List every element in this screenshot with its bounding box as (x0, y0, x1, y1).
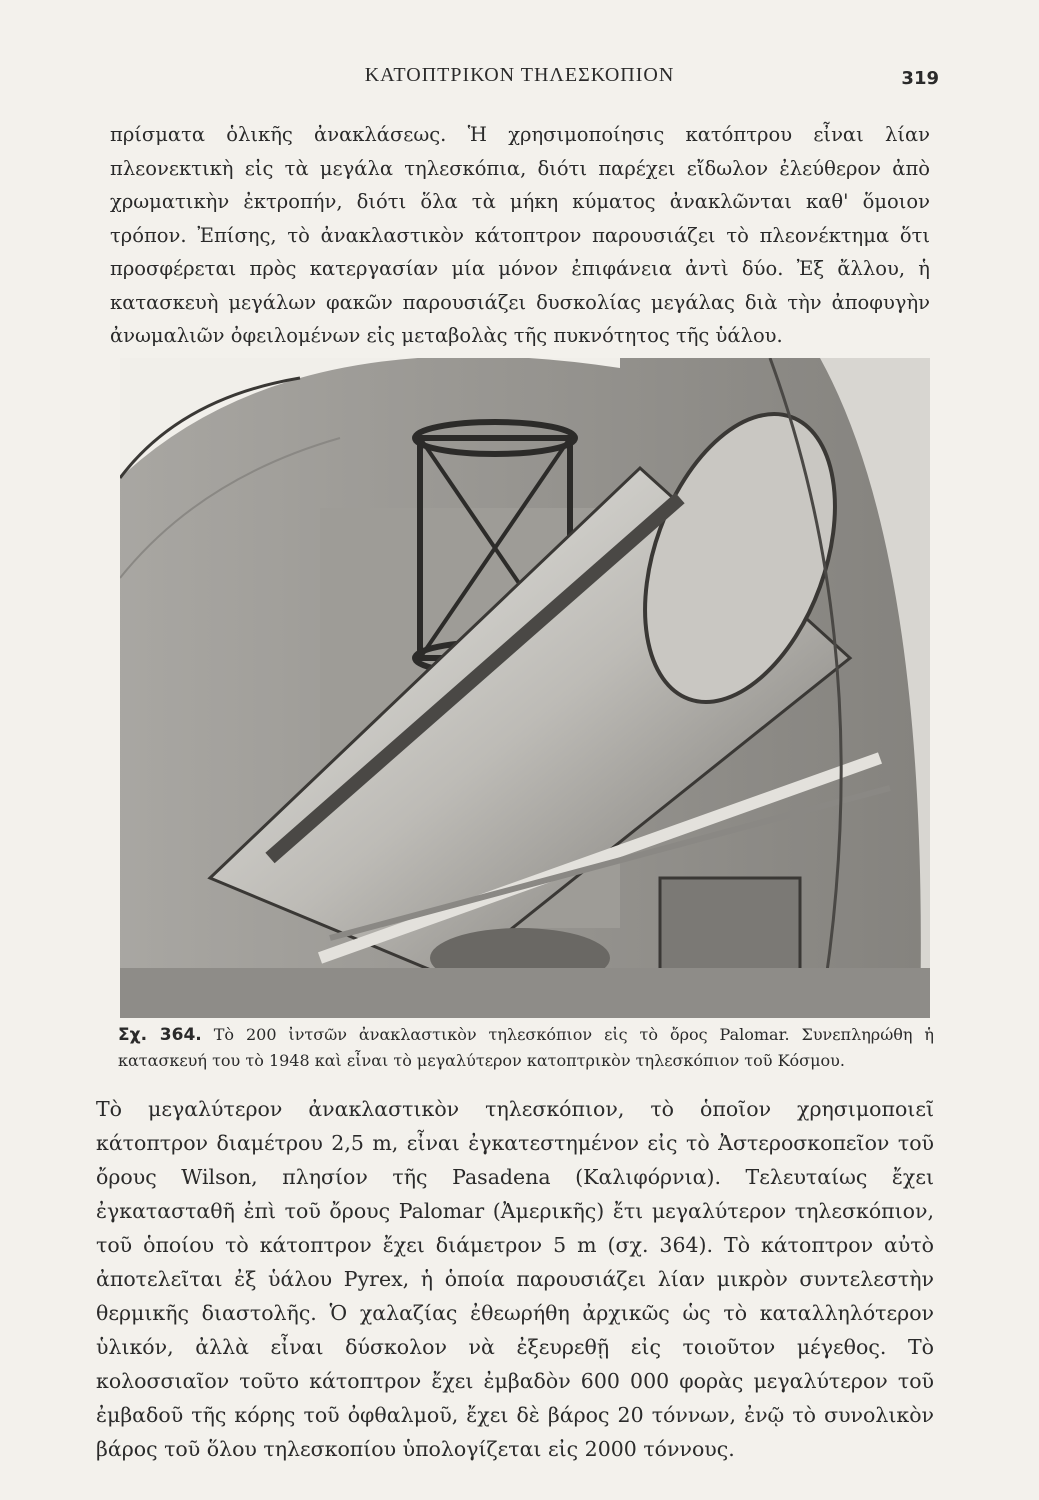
page-number: 319 (901, 68, 939, 89)
figure-caption-text: Τὸ 200 ἰντσῶν ἀνακλαστικὸν τηλεσκόπιον εἰς τὸ ὄρος Palomar. Συνεπληρώθη ἡ κατασκευή του τὸ 1948 καὶ εἶναι τὸ μεγαλύτερον κατοπτρικὸν τηλεσκόπιον τοῦ Κόσμου. (118, 1025, 935, 1070)
running-title: ΚΑΤΟΠΤΡΙΚΟΝ ΤΗΛΕΣΚΟΠΙΟΝ (364, 64, 675, 86)
body-paragraph-bottom: Τὸ μεγαλύτερον ἀνακλαστικὸν τηλεσκόπιον, τὸ ὁποῖον χρησιμοποιεῖ κάτοπτρον διαμέτρου 2,5 m, εἶναι ἐγκατεστημένον εἰς τὸ Ἀστεροσκοπεῖον τοῦ ὄρους Wilson, πλησίον τῆς Pasadena (Καλιφόρνια). Τελευταίως ἔχει ἐγκατασταθῆ ἐπὶ τοῦ ὄρους Palomar (Ἀμερικῆς) ἔτι μεγαλύτερον τηλεσκόπιον, τοῦ ὁποίου τὸ κάτοπτρον ἔχει διάμετρον 5 m (σχ. 364). Τὸ κάτοπτρον αὐτὸ ἀποτελεῖται ἐξ ὑάλου Pyrex, ἡ ὁποία παρουσιάζει λίαν μικρὸν συντελεστὴν θερμικῆς διαστολῆς. Ὁ χαλαζίας ἐθεωρήθη ἀρχικῶς ὡς τὸ καταλληλότερον ὑλικόν, ἀλλὰ εἶναι δύσκολον νὰ ἐξευρεθῇ εἰς τοιοῦτον μέγεθος. Τὸ κολοσσιαῖον τοῦτο κάτοπτρον ἔχει ἐμβαδὸν 600 000 φορὰς μεγαλύτερον τοῦ ἐμβαδοῦ τῆς κόρης τοῦ ὀφθαλμοῦ, ἔχει δὲ βάρος 20 τόννων, ἐνῷ τὸ συνολικὸν βάρος τοῦ ὅλου τηλεσκοπίου ὑπολογίζεται εἰς 2000 τόννους. (96, 1097, 934, 1461)
figure-label: Σχ. 364. (118, 1025, 202, 1045)
page-header (0, 64, 1039, 94)
telescope-photograph (120, 358, 930, 1018)
figure-caption (118, 1022, 934, 1073)
telescope-illustration (120, 358, 930, 1018)
body-paragraph-top: πρίσματα ὁλικῆς ἀνακλάσεως. Ἡ χρησιμοποίησις κατόπτρου εἶναι λίαν πλεονεκτικὴ εἰς τὰ μεγάλα τηλεσκόπια, διότι παρέχει εἴδωλον ἐλεύθερον ἀπὸ χρωματικὴν ἐκτροπήν, διότι ὅλα τὰ μήκη κύματος ἀνακλῶνται καθ' ὅμοιον τρόπον. Ἐπίσης, τὸ ἀνακλαστικὸν κάτοπτρον παρουσιάζει τὸ πλεονέκτημα ὅτι προσφέρεται πρὸς κατεργασίαν μία μόνον ἐπιφάνεια ἀντὶ δύο. Ἐξ ἄλλου, ἡ κατασκευὴ μεγάλων φακῶν παρουσιάζει δυσκολίας μεγάλας διὰ τὴν ἀποφυγὴν ἀνωμαλιῶν ὀφειλομένων εἰς μεταβολὰς τῆς πυκνότητος τῆς ὑάλου. (110, 123, 930, 347)
